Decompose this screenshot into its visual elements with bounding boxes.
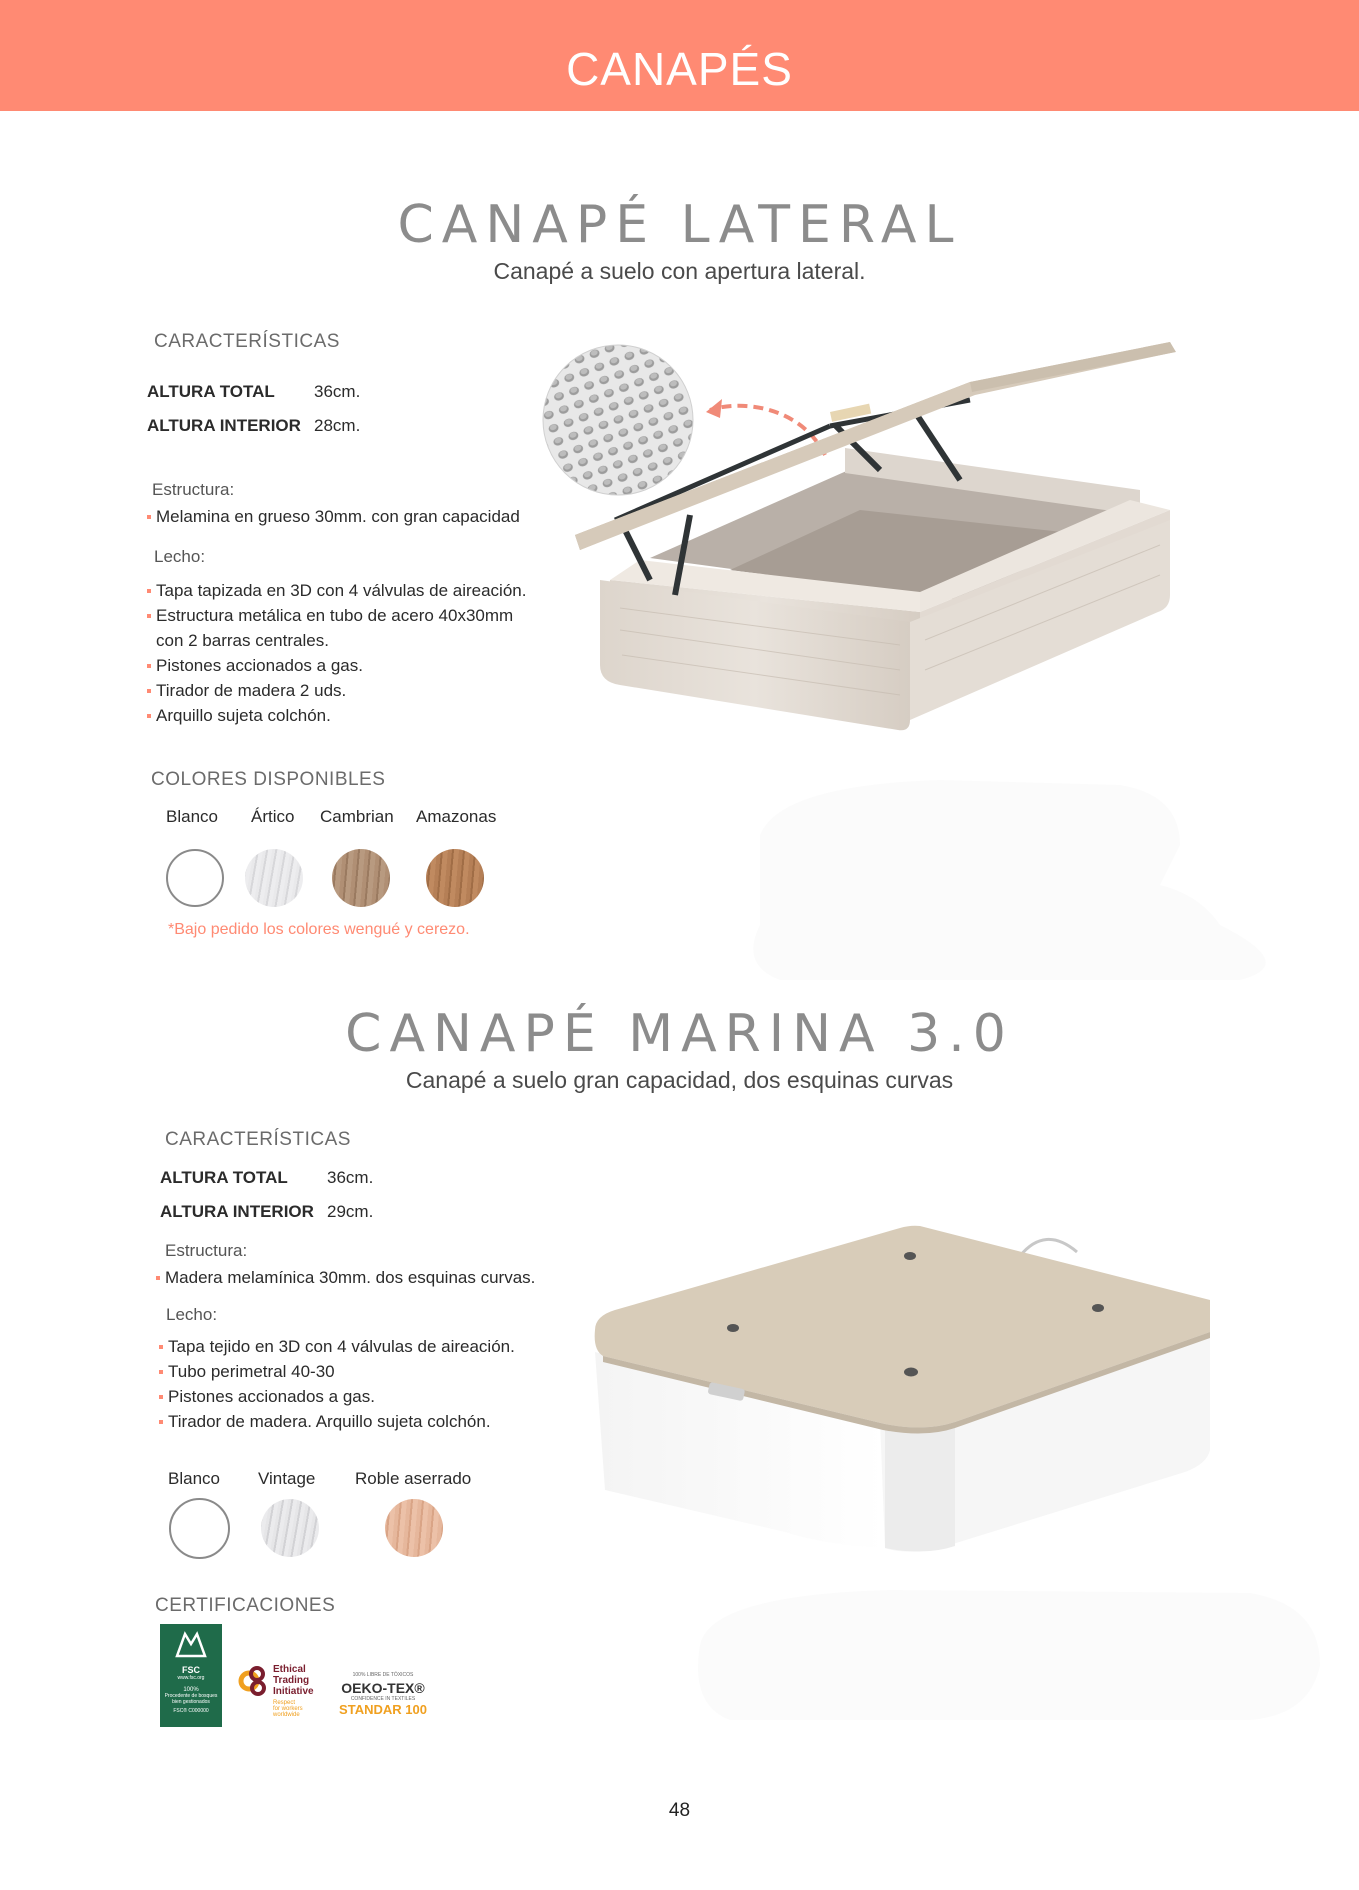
eti-tagline: for workers	[273, 1706, 303, 1712]
oeko-standard: STANDAR 100	[339, 1702, 427, 1717]
list-item: Tapa tapizada en 3D con 4 válvulas de aireación.	[156, 578, 526, 603]
decorative-shadow	[690, 1585, 1330, 1725]
fsc-code: FSC® C000000	[173, 1708, 209, 1714]
bed-heading: Lecho:	[154, 547, 206, 566]
list-item: Arquillo sujeta colchón.	[156, 703, 331, 728]
eti-line: Initiative	[273, 1686, 314, 1697]
oeko-tex-logo	[328, 1672, 438, 1717]
color-label-cambrian: Cambrian	[320, 807, 394, 826]
ethical-trading-tagline	[273, 1700, 303, 1718]
list-item: Estructura metálica en tubo de acero 40x30mm	[156, 603, 513, 628]
structure-heading: Estructura:	[165, 1241, 248, 1260]
page-number: 48	[668, 1800, 691, 1821]
list-item: Tapa tejido en 3D con 4 válvulas de aireación.	[168, 1334, 515, 1359]
spec-label: ALTURA TOTAL	[147, 382, 275, 401]
color-label-blanco: Blanco	[166, 807, 218, 826]
list-item: Tirador de madera. Arquillo sujeta colchón.	[168, 1409, 491, 1434]
fsc-percent: 100%	[183, 1687, 199, 1693]
spec-label: ALTURA TOTAL	[160, 1168, 288, 1187]
list-item: Pistones accionados a gas.	[168, 1384, 375, 1409]
canape-lateral-image	[530, 340, 1190, 770]
product-title-marina: CANAPÉ MARINA 3.0	[345, 1004, 1014, 1064]
spec-value: 29cm.	[327, 1202, 374, 1221]
eti-tagline: worldwide	[273, 1712, 300, 1718]
product-title-lateral: CANAPÉ LATERAL	[397, 195, 962, 255]
spec-label: ALTURA INTERIOR	[147, 416, 301, 435]
eti-tagline: Respect	[273, 1700, 296, 1706]
list-item: Tirador de madera 2 uds.	[156, 678, 346, 703]
eti-line: Trading	[273, 1675, 310, 1686]
color-label-artico: Ártico	[251, 807, 295, 826]
list-item: Tubo perimetral 40-30	[168, 1359, 335, 1384]
list-item: Madera melamínica 30mm. dos esquinas curvas.	[165, 1265, 535, 1290]
color-swatch-vintage	[261, 1499, 319, 1557]
colors-heading: COLORES DISPONIBLES	[151, 769, 386, 790]
spec-value: 36cm.	[327, 1168, 374, 1187]
ethical-trading-icon	[237, 1663, 271, 1699]
color-label-blanco: Blanco	[168, 1469, 220, 1488]
color-label-amazonas: Amazonas	[416, 807, 497, 826]
color-swatch-roble-aserrado	[385, 1499, 443, 1557]
list-item-continuation: con 2 barras centrales.	[156, 631, 329, 650]
characteristics-heading: CARACTERÍSTICAS	[154, 331, 340, 352]
product-subtitle-marina: Canapé a suelo gran capacidad, dos esquinas curvas	[405, 1067, 954, 1093]
color-swatch-cambrian	[332, 849, 390, 907]
list-item: Melamina en grueso 30mm. con gran capacidad	[156, 504, 520, 529]
fsc-text: Procedente de bosques bien gestionados	[164, 1693, 218, 1705]
list-item: Pistones accionados a gas.	[156, 653, 363, 678]
color-swatch-artico	[245, 849, 303, 907]
fsc-url: www.fsc.org	[177, 1675, 205, 1681]
color-swatch-blanco	[169, 1498, 230, 1559]
color-swatch-blanco	[166, 849, 224, 907]
spec-label: ALTURA INTERIOR	[160, 1202, 314, 1221]
decorative-shadow	[740, 775, 1290, 985]
fsc-title: FSC	[182, 1665, 200, 1675]
color-label-vintage: Vintage	[258, 1469, 316, 1488]
color-label-roble-aserrado: Roble aserrado	[355, 1469, 472, 1488]
product-subtitle-lateral: Canapé a suelo con apertura lateral.	[493, 258, 866, 284]
spec-value: 28cm.	[314, 416, 361, 435]
fsc-tree-icon	[173, 1630, 209, 1660]
bed-heading: Lecho:	[166, 1305, 218, 1324]
oeko-confidence: CONFIDENCE IN TEXTILES	[350, 1696, 416, 1702]
characteristics-heading: CARACTERÍSTICAS	[165, 1129, 351, 1150]
fabric-detail-icon	[543, 345, 693, 495]
page-category-title: CANAPÉS	[566, 43, 793, 95]
structure-heading: Estructura:	[152, 480, 235, 499]
spec-value: 36cm.	[314, 382, 361, 401]
oeko-top: 100% LIBRE DE TÓXICOS	[352, 1672, 414, 1678]
certifications-heading: CERTIFICACIONES	[155, 1595, 336, 1616]
color-swatch-amazonas	[426, 849, 484, 907]
availability-note: *Bajo pedido los colores wengué y cerezo.	[168, 921, 470, 938]
ethical-trading-text	[273, 1664, 314, 1697]
oeko-name: OEKO-TEX®	[341, 1680, 425, 1696]
canape-marina-image	[585, 1220, 1225, 1560]
eti-line: Ethical	[273, 1664, 306, 1675]
fsc-logo	[160, 1624, 222, 1727]
